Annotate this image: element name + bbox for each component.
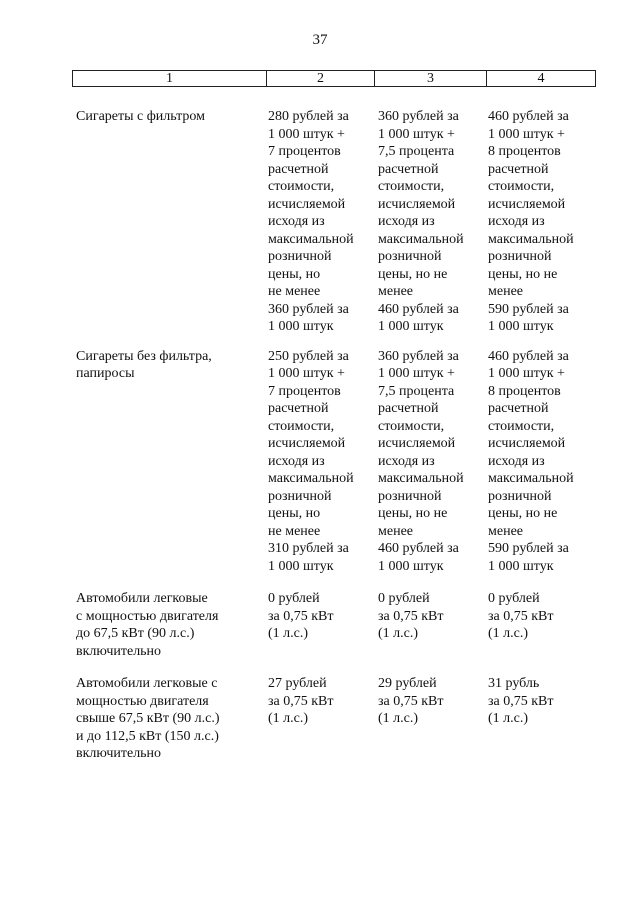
table-row-nonfilter-cigarettes xyxy=(76,348,596,576)
row-name: Автомобили легковые с мощностью двигателя до 67,5 кВт (90 л.с.) включительно xyxy=(76,591,219,659)
row-name: Сигареты без фильтра, папиросы xyxy=(76,348,212,381)
rate-value-column-3: 360 рублей за 1 000 штук + 7,5 процента расчетной стоимости, исчисляемой исходя из максимальной розничной цены, но не менее 460 рублей за 1 000 штук xyxy=(378,109,464,334)
row-name: Сигареты с фильтром xyxy=(76,109,206,124)
rate-value-column-2: 0 рублей за 0,75 кВт (1 л.с.) xyxy=(268,591,334,641)
header-column-3: 3 xyxy=(375,71,487,86)
rate-value-column-4: 460 рублей за 1 000 штук + 8 процентов расчетной стоимости, исчисляемой исходя из максимальной розничной цены, но не менее 590 рублей за 1 000 штук xyxy=(488,109,574,334)
rate-value-column-4: 31 рубль за 0,75 кВт (1 л.с.) xyxy=(488,676,554,726)
rate-value-column-2: 27 рублей за 0,75 кВт (1 л.с.) xyxy=(268,676,334,726)
rate-value-column-3: 360 рублей за 1 000 штук + 7,5 процента расчетной стоимости, исчисляемой исходя из максимальной розничной цены, но не менее 460 рублей за 1 000 штук xyxy=(378,348,464,574)
rate-value-column-2: 250 рублей за 1 000 штук + 7 процентов расчетной стоимости, исчисляемой исходя из максимальной розничной цены, но не менее 310 рублей за 1 000 штук xyxy=(268,348,354,574)
rate-value-column-3: 0 рублей за 0,75 кВт (1 л.с.) xyxy=(378,591,444,641)
rate-value-column-3: 29 рублей за 0,75 кВт (1 л.с.) xyxy=(378,676,444,726)
header-column-1: 1 xyxy=(73,71,267,86)
header-column-4: 4 xyxy=(537,71,545,86)
rate-value-column-4: 460 рублей за 1 000 штук + 8 процентов расчетной стоимости, исчисляемой исходя из максимальной розничной цены, но не менее 590 рублей за 1 000 штук xyxy=(488,348,574,574)
rate-value-column-4: 0 рублей за 0,75 кВт (1 л.с.) xyxy=(488,591,554,641)
table-row-cars-90-to-150hp xyxy=(76,675,596,763)
table-row-filter-cigarettes xyxy=(76,108,596,336)
page-number: 37 xyxy=(312,32,328,48)
table-header-row xyxy=(72,70,596,87)
rate-value-column-2: 280 рублей за 1 000 штук + 7 процентов расчетной стоимости, исчисляемой исходя из максимальной розничной цены, но не менее 360 рублей за 1 000 штук xyxy=(268,109,354,334)
row-name: Автомобили легковые с мощностью двигателя свыше 67,5 кВт (90 л.с.) и до 112,5 кВт (150 л.с.) включительно xyxy=(76,676,220,761)
tax-rate-table xyxy=(76,108,596,763)
header-column-2: 2 xyxy=(267,71,375,86)
table-row-cars-up-to-90hp xyxy=(76,590,596,660)
